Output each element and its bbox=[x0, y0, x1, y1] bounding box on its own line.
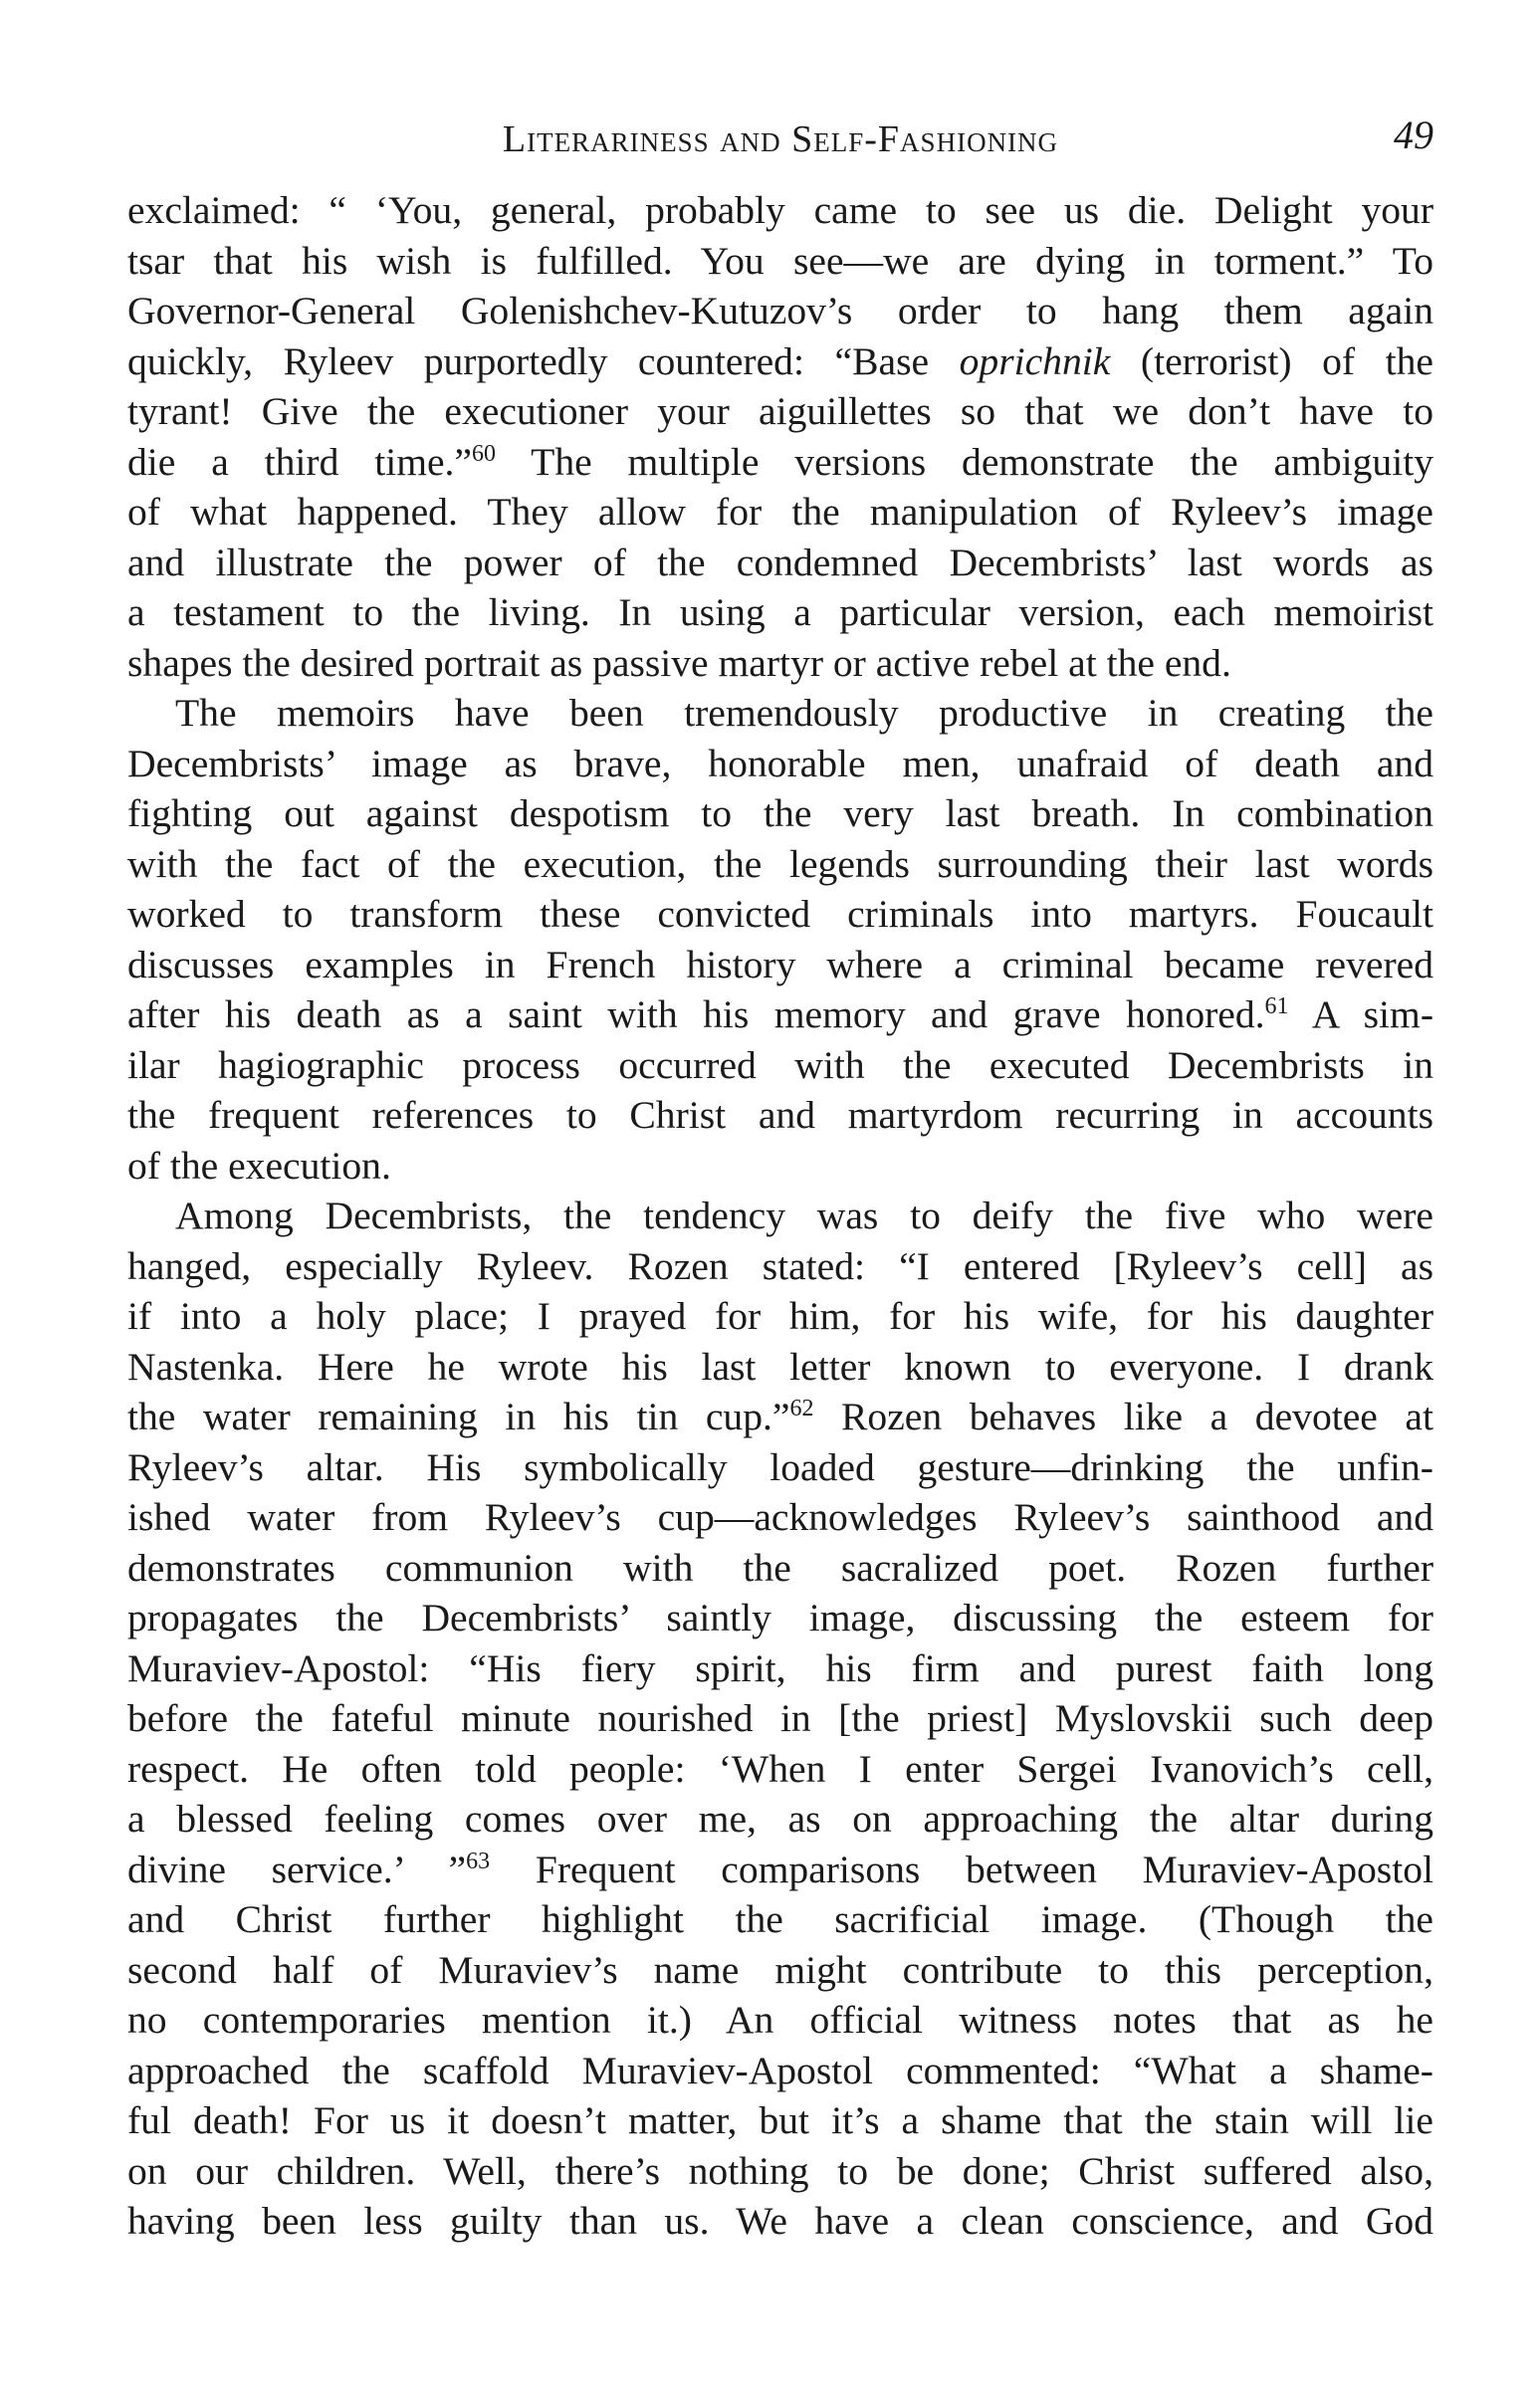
text-run: fighting out against despotism to the very last breath. In combination bbox=[127, 791, 1433, 835]
text-line bbox=[127, 1040, 1433, 1091]
text-run: approached the scaffold Muraviev-Apostol commented: “What a shame- bbox=[127, 2048, 1433, 2092]
running-head bbox=[127, 108, 1433, 171]
text-line bbox=[127, 1241, 1433, 1292]
text-line bbox=[127, 1191, 1433, 1241]
text-run: on our children. Well, there’s nothing to be done; Christ suffered also, bbox=[127, 2148, 1433, 2193]
text-line bbox=[127, 638, 1433, 689]
text-run: after his death as a saint with his memory and grave honored. bbox=[127, 992, 1265, 1036]
text-run: Ryleev’s altar. His symbolically loaded gesture—drinking the unfin- bbox=[127, 1444, 1433, 1489]
footnote-ref: 63 bbox=[466, 1848, 491, 1874]
text-run: ful death! For us it doesn’t matter, but it’s a shame that the stain will lie bbox=[127, 2098, 1433, 2142]
text-run: die a third time.” bbox=[127, 439, 473, 484]
text-run: tsar that his wish is fulfilled. You see—we are dying in torment.” To bbox=[127, 238, 1433, 283]
text-line bbox=[127, 940, 1433, 990]
text-run: the water remaining in his tin cup.” bbox=[127, 1395, 790, 1438]
text-run: hanged, especially Ryleev. Rozen stated: “I entered [Ryleev’s cell] as bbox=[127, 1243, 1433, 1288]
text-run: and illustrate the power of the condemned Decembrists’ last words as bbox=[127, 540, 1433, 584]
text-line bbox=[127, 1593, 1433, 1643]
text-run: exclaimed: “ ‘You, general, probably came to see us die. Delight your bbox=[127, 188, 1433, 232]
text-line bbox=[127, 739, 1433, 789]
text-line bbox=[127, 989, 1433, 1040]
text-run: Frequent comparisons between Muraviev-Apostol bbox=[490, 1847, 1433, 1891]
text-line bbox=[127, 1794, 1433, 1845]
text-run: Rozen behaves like a devotee at bbox=[813, 1395, 1433, 1438]
text-run: shapes the desired portrait as passive martyr or active rebel at the end. bbox=[127, 640, 1231, 685]
text-line bbox=[127, 437, 1433, 488]
text-line bbox=[127, 487, 1433, 538]
italic-term: oprichnik bbox=[959, 338, 1111, 383]
running-title: Literariness and Self-Fashioning bbox=[502, 118, 1059, 160]
text-run: respect. He often told people: ‘When I enter Sergei Ivanovich’s cell, bbox=[127, 1746, 1433, 1791]
text-run: divine service.’ ” bbox=[127, 1847, 467, 1891]
text-line bbox=[127, 1894, 1433, 1945]
text-line bbox=[127, 2196, 1433, 2247]
text-line bbox=[127, 386, 1433, 437]
text-line bbox=[127, 839, 1433, 890]
text-run: demonstrates communion with the sacralized poet. Rozen further bbox=[127, 1545, 1433, 1590]
text-line bbox=[127, 2146, 1433, 2197]
text-line bbox=[127, 1945, 1433, 1996]
footnote-ref: 61 bbox=[1264, 993, 1289, 1019]
text-run: no contemporaries mention it.) An official witness notes that as he bbox=[127, 1998, 1433, 2042]
text-line bbox=[127, 2046, 1433, 2096]
text-line bbox=[127, 1442, 1433, 1493]
text-line bbox=[127, 1845, 1433, 1895]
text-run: a blessed feeling comes over me, as on approaching the altar during bbox=[127, 1797, 1433, 1841]
text-run: with the fact of the execution, the legends surrounding their last words bbox=[127, 841, 1433, 886]
footnote-ref: 62 bbox=[789, 1396, 814, 1421]
text-run: if into a holy place; I prayed for him, for his wife, for his daughter bbox=[127, 1294, 1433, 1338]
body-text bbox=[127, 185, 1433, 2247]
footnote-ref: 60 bbox=[472, 440, 497, 467]
page-number: 49 bbox=[1394, 112, 1433, 157]
text-run: and Christ further highlight the sacrificial image. (Though the bbox=[127, 1897, 1433, 1941]
text-line bbox=[127, 286, 1433, 336]
text-line bbox=[127, 1392, 1433, 1442]
text-line bbox=[127, 889, 1433, 940]
text-run: ilar hagiographic process occurred with the executed Decembrists in bbox=[127, 1042, 1433, 1087]
text-line bbox=[127, 236, 1433, 287]
text-run: The multiple versions demonstrate the ambiguity bbox=[496, 439, 1433, 484]
text-line bbox=[127, 1492, 1433, 1543]
text-run: The memoirs have been tremendously productive in creating the bbox=[175, 691, 1433, 735]
text-run: of what happened. They allow for the manipulation of Ryleev’s image bbox=[127, 490, 1433, 534]
text-run: quickly, Ryleev purportedly countered: “Base bbox=[127, 338, 960, 383]
text-run: worked to transform these convicted criminals into martyrs. Foucault bbox=[127, 892, 1433, 936]
text-run: (terrorist) of the bbox=[1110, 338, 1433, 383]
text-line bbox=[127, 336, 1433, 387]
text-line bbox=[127, 185, 1433, 236]
text-run: Governor-General Golenishchev-Kutuzov’s order to hang them again bbox=[127, 289, 1433, 332]
text-line bbox=[127, 587, 1433, 638]
text-line bbox=[127, 1643, 1433, 1694]
text-run: discusses examples in French history where a criminal became revered bbox=[127, 942, 1433, 986]
text-run: tyrant! Give the executioner your aiguillettes so that we don’t have to bbox=[127, 389, 1433, 433]
text-line bbox=[127, 788, 1433, 839]
text-line bbox=[127, 688, 1433, 739]
text-line bbox=[127, 1744, 1433, 1795]
text-line bbox=[127, 1141, 1433, 1192]
text-line bbox=[127, 1090, 1433, 1141]
text-run: propagates the Decembrists’ saintly image, discussing the esteem for bbox=[127, 1596, 1433, 1639]
text-run: before the fateful minute nourished in [the priest] Myslovskii such deep bbox=[127, 1696, 1433, 1740]
text-run: Muraviev-Apostol: “His fiery spirit, his firm and purest faith long bbox=[127, 1645, 1433, 1690]
text-run: having been less guilty than us. We have a clean conscience, and God bbox=[127, 2199, 1433, 2243]
text-run: A sim- bbox=[1288, 992, 1433, 1036]
text-run: second half of Muraviev’s name might contribute to this perception, bbox=[127, 1947, 1433, 1992]
text-line bbox=[127, 1291, 1433, 1342]
text-run: Decembrists’ image as brave, honorable men, unafraid of death and bbox=[127, 741, 1433, 785]
text-run: of the execution. bbox=[127, 1143, 391, 1188]
text-line bbox=[127, 1693, 1433, 1744]
text-run: a testament to the living. In using a particular version, each memoirist bbox=[127, 590, 1433, 634]
text-line bbox=[127, 538, 1433, 588]
text-line bbox=[127, 2095, 1433, 2146]
text-line bbox=[127, 1342, 1433, 1393]
text-run: Among Decembrists, the tendency was to deify the five who were bbox=[175, 1194, 1433, 1237]
text-run: Nastenka. Here he wrote his last letter known to everyone. I drank bbox=[127, 1344, 1433, 1389]
text-line bbox=[127, 1995, 1433, 2046]
text-run: ished water from Ryleev’s cup—acknowledges Ryleev’s sainthood and bbox=[127, 1495, 1433, 1539]
text-line bbox=[127, 1543, 1433, 1594]
text-run: the frequent references to Christ and martyrdom recurring in accounts bbox=[127, 1093, 1433, 1137]
